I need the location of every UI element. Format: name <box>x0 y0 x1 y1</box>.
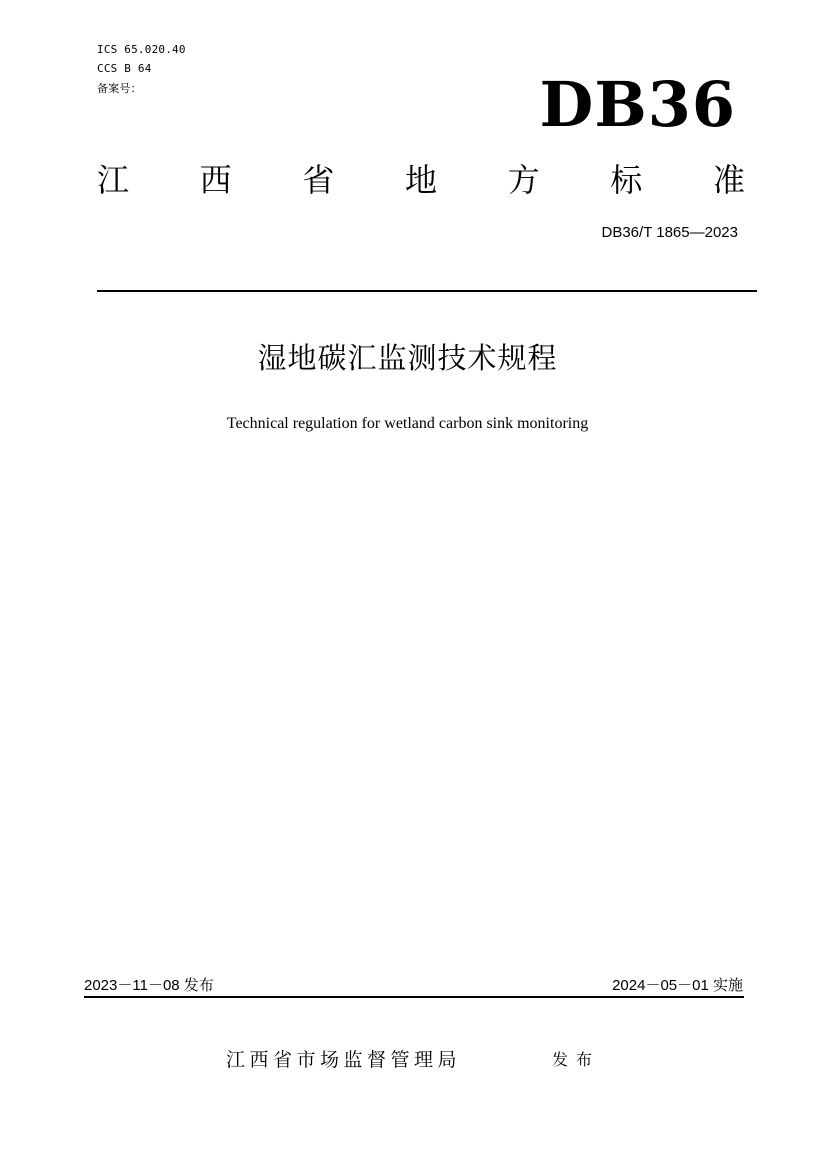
standard-type-char: 准 <box>712 161 745 199</box>
publish-label: 发布 <box>552 1050 601 1069</box>
implementation-date: 2024－05－01 实施 <box>612 977 743 994</box>
standard-type-char: 省 <box>302 161 335 199</box>
ccs-code: CCS B 64 <box>97 62 152 75</box>
standard-type-char: 标 <box>610 161 643 199</box>
publisher-name: 江西省市场监督管理局 <box>226 1049 462 1071</box>
standard-type-heading <box>97 160 745 200</box>
top-divider <box>97 290 757 292</box>
standard-type-char: 江 <box>97 161 130 199</box>
issue-date: 2023－11－08 发布 <box>84 977 214 994</box>
record-number-label: 备案号： <box>97 82 142 95</box>
bottom-divider <box>84 996 744 998</box>
standard-type-char: 方 <box>507 161 540 199</box>
db36-logo: DB36 <box>539 68 736 141</box>
ics-code: ICS 65.020.40 <box>97 43 186 56</box>
document-title-en: Technical regulation for wetland carbon sink monitoring <box>226 415 589 432</box>
standard-type-char: 西 <box>199 161 232 199</box>
document-title-cn: 湿地碳汇监测技术规程 <box>257 341 558 375</box>
standard-number: DB36/T 1865—2023 <box>601 224 738 241</box>
standard-type-char: 地 <box>404 161 437 199</box>
